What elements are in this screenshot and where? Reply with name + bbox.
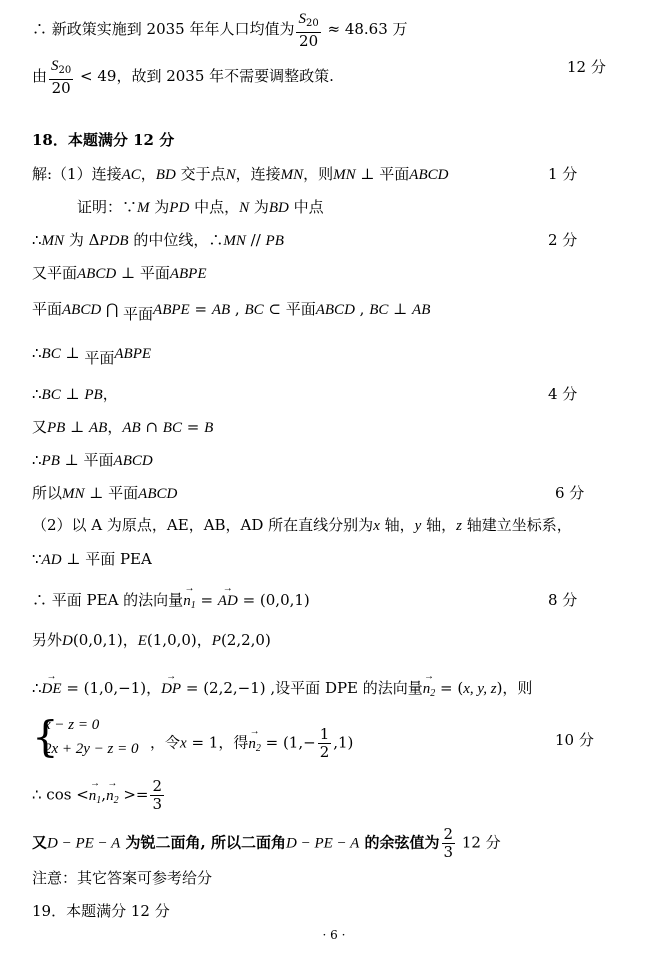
text: < 49，故到 2035 年不需要调整政策. (75, 67, 334, 85)
math: MN (280, 167, 304, 183)
text: ⊥ 平面 (59, 451, 114, 469)
text: = (195, 591, 218, 609)
fraction (296, 10, 320, 50)
score-label: 12 分 (567, 58, 606, 76)
solution-line-8 (32, 417, 213, 438)
text: 为锐二面角, 所以二面角 (120, 833, 286, 852)
score-label: 10 分 (555, 731, 594, 749)
denominator: 20 (299, 32, 319, 50)
solution-line-7 (32, 384, 118, 405)
subscript: 1 (96, 794, 102, 806)
text: ∴ (32, 385, 42, 403)
math: BC (244, 302, 264, 318)
text: 另外 (32, 631, 63, 649)
text: （2）以 A 为原点，AE，AB，AD 所在直线分别为 (32, 516, 374, 534)
text: 交于点 (175, 165, 226, 183)
math: MN (62, 486, 85, 502)
vector: → AD (218, 591, 238, 611)
math: ABCD (138, 486, 178, 502)
text: 轴， (379, 516, 415, 534)
text: ⊥ 平面 (84, 484, 139, 502)
math: AB (211, 302, 231, 318)
solution-line-14 (32, 630, 271, 651)
score-label: 4 分 (548, 385, 578, 403)
vector (89, 786, 102, 811)
numerator: 2 (152, 777, 163, 795)
math: N (239, 200, 250, 216)
math: P (211, 633, 221, 649)
math: E (137, 633, 147, 649)
math: BD (155, 167, 176, 183)
solution-line-15 (32, 678, 532, 704)
equation-row: 2x + 2y − z = 0 (44, 741, 139, 757)
solution-line-16 (150, 726, 353, 761)
math: AB (122, 420, 141, 436)
subscript: 20 (58, 65, 72, 76)
math: AB (412, 302, 431, 318)
text: ⋂ (101, 300, 124, 318)
text-line-1 (32, 10, 408, 50)
math: ABCD (62, 302, 102, 318)
text: (0,0,1)， (72, 631, 138, 649)
solution-line-17 (32, 778, 166, 813)
numerator: S (298, 11, 306, 27)
equation-row: x − z = 0 (44, 717, 100, 733)
text-line-2 (32, 57, 334, 97)
math: N (225, 167, 236, 183)
text: 平面 (84, 349, 115, 367)
math: PB (41, 453, 60, 469)
math: x, y, z (463, 681, 497, 697)
math: PB (265, 233, 284, 249)
math: PB (47, 420, 66, 436)
denominator: 3 (443, 843, 454, 861)
text: = (181, 418, 205, 436)
vector: → DP (161, 679, 181, 699)
text: // (245, 231, 266, 249)
text: = (0,0,1) (237, 591, 310, 609)
fraction (49, 57, 73, 97)
subscript: 20 (305, 18, 319, 29)
solution-line-18 (32, 826, 501, 861)
text: = ( (435, 679, 464, 697)
text: >= (118, 785, 149, 804)
text: = 1，得 (186, 733, 249, 752)
math: MN (41, 233, 65, 249)
solution-line-3 (32, 230, 284, 251)
vector: → DE (42, 679, 62, 699)
text: ，连接 (235, 165, 281, 183)
text: 的中位线，∴ (128, 231, 224, 249)
math: D (62, 633, 73, 649)
numerator: 2 (443, 825, 454, 843)
solution-line-13 (32, 590, 310, 616)
text: ⊥ (60, 344, 85, 362)
text: 由 (32, 67, 48, 85)
solution-line-6 (32, 343, 152, 367)
text: ∴ cos < (32, 785, 89, 804)
question-title: 18．本题满分 12 分 (32, 131, 175, 149)
math: n (106, 787, 114, 804)
math: ABPE (114, 346, 152, 362)
score-label: 6 分 (555, 484, 585, 502)
text: (1,0,0)， (146, 631, 212, 649)
text: ⊂ 平面 (263, 300, 316, 318)
vector (183, 591, 196, 616)
text: ⊥ 平面 (116, 264, 170, 282)
score-label: 8 分 (548, 591, 578, 609)
math: AC (121, 167, 141, 183)
math: MN (223, 233, 246, 249)
text: 解:（1）连接 (32, 165, 122, 183)
math: BC (41, 346, 61, 362)
text: ， (107, 418, 123, 436)
text: = (1,− (260, 733, 316, 752)
math: M (137, 200, 150, 216)
text: ⊥ (60, 385, 85, 403)
question-title: 19．本题满分 12 分 (32, 902, 170, 920)
numerator: 1 (319, 725, 330, 743)
fraction (318, 726, 332, 761)
page-number: · 6 · (322, 928, 346, 942)
denominator: 2 (319, 743, 330, 761)
text: 又 (32, 418, 48, 436)
solution-line-2 (77, 197, 324, 218)
subscript: 2 (430, 688, 436, 699)
math: AB (89, 420, 108, 436)
solution-line-4 (32, 263, 207, 284)
text: ∴ 平面 PEA 的法向量 (32, 591, 184, 609)
math: x (180, 735, 187, 752)
solution-line-1 (32, 164, 448, 185)
text: 轴建立坐标系， (461, 516, 572, 534)
text: 为 Δ (64, 231, 100, 249)
math: x (373, 518, 380, 534)
text: , (101, 785, 107, 804)
math: D − PE − A (47, 835, 121, 852)
text: = (2,2,−1) ,设平面 DPE 的法向量 (181, 679, 423, 697)
text: 证明：∵ (77, 198, 138, 216)
text: 中点 (288, 198, 324, 216)
text: 的余弦值为 (359, 833, 440, 852)
solution-line-12 (32, 549, 152, 570)
text: ∩ (140, 418, 163, 436)
math: ABCD (409, 167, 449, 183)
math: AD (41, 552, 62, 568)
math: BC (41, 387, 61, 403)
text: ⊥ 平面 (355, 165, 410, 183)
score-label: 1 分 (548, 165, 578, 183)
math: PDB (99, 233, 129, 249)
text: ， (102, 385, 118, 403)
solution-line-9 (32, 450, 153, 471)
score-label: 2 分 (548, 231, 578, 249)
note-line: 注意：其它答案可参考给分 (32, 869, 213, 887)
text: 平面 (32, 300, 63, 318)
math: MN (333, 167, 356, 183)
text: ∴ (32, 344, 42, 362)
text: ，令 (150, 733, 181, 752)
text: , (230, 300, 245, 318)
fraction (442, 826, 456, 861)
text: ∴ (32, 679, 42, 697)
text: 所以 (32, 484, 63, 502)
text: ，则 (303, 165, 334, 183)
score-label: 12 分 (457, 833, 501, 852)
math: n (422, 681, 431, 697)
text: ∴ (32, 231, 42, 249)
solution-line-11 (32, 515, 572, 536)
denominator: 20 (51, 79, 71, 97)
math: PB (84, 387, 103, 403)
solution-line-10 (32, 483, 177, 504)
math: ABCD (315, 302, 355, 318)
math: n (183, 593, 191, 609)
text: ≈ 48.63 万 (322, 20, 408, 38)
denominator: 3 (152, 795, 163, 813)
math: n (88, 787, 97, 804)
text: ∵ (32, 550, 42, 568)
subscript: 1 (190, 600, 196, 611)
text: (2,2,0) (220, 631, 271, 649)
fraction (150, 778, 164, 813)
subscript: 2 (255, 742, 261, 754)
text: ⊥ (65, 418, 89, 436)
subscript: 2 (113, 794, 119, 806)
brace-icon: { (32, 712, 59, 761)
text: ， (140, 165, 156, 183)
math: ABPE (153, 302, 190, 318)
vector (106, 786, 119, 811)
vector (248, 734, 261, 759)
math: n (248, 735, 256, 752)
vector (423, 679, 436, 704)
math: ABCD (113, 453, 153, 469)
text: 又平面 (32, 264, 78, 282)
text: ∴ (32, 451, 42, 469)
math: D − PE − A (285, 835, 360, 852)
math: BD (268, 200, 289, 216)
text: 为 (149, 198, 170, 216)
numerator: S (51, 58, 59, 74)
math: ABCD (77, 266, 117, 282)
text: ,1) (333, 733, 354, 752)
text: 轴， (421, 516, 457, 534)
text: 平面 (123, 305, 154, 323)
math: y (414, 518, 422, 534)
text: ∴ 新政策实施到 2035 年年人口均值为 (32, 20, 295, 38)
text: 又 (32, 833, 48, 852)
text: = (1,0,−1)， (61, 679, 162, 697)
text: )，则 (496, 679, 533, 697)
text: , (354, 300, 370, 318)
text: 中点， (189, 198, 240, 216)
math: PD (169, 200, 190, 216)
math: BC (369, 302, 389, 318)
math: ABPE (169, 266, 207, 282)
math: BC (162, 420, 182, 436)
text: ⊥ 平面 PEA (61, 550, 152, 568)
text: 为 (249, 198, 269, 216)
text: ⊥ (388, 300, 413, 318)
math: z (456, 518, 462, 534)
solution-line-5 (32, 299, 431, 323)
text: = (189, 300, 212, 318)
math: B (204, 420, 214, 436)
